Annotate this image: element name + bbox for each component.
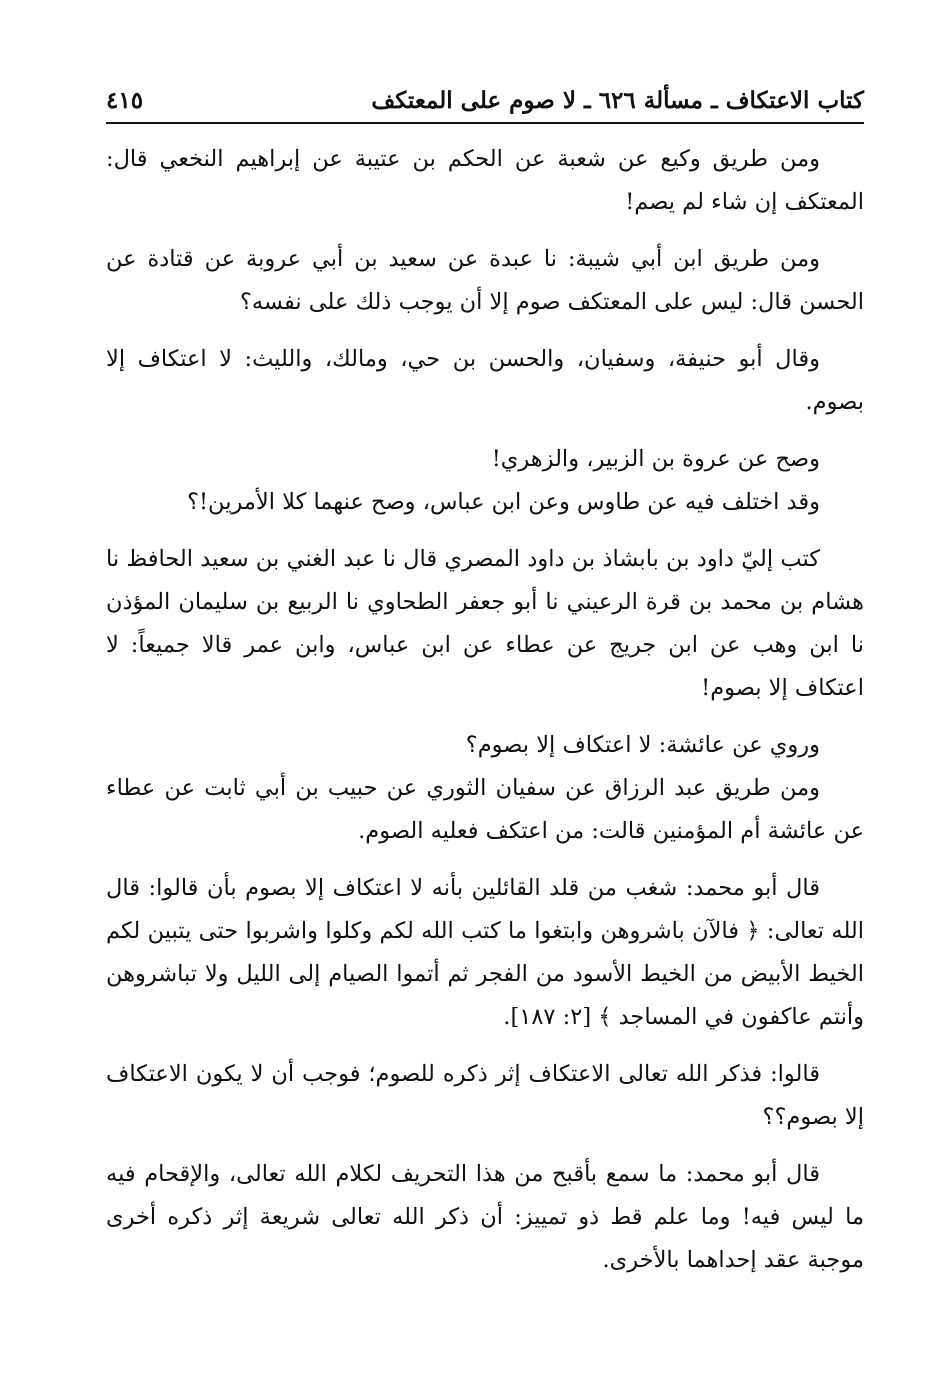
page-header	[106, 62, 864, 124]
paragraph	[106, 138, 864, 224]
paragraph	[106, 238, 864, 324]
paragraph-text: وقال أبو حنيفة، وسفيان، والحسن بن حي، ومالك، والليث: لا اعتكاف إلا بصوم.	[106, 346, 864, 415]
paragraph	[106, 538, 864, 710]
paragraph	[106, 867, 864, 1039]
main-text	[106, 138, 864, 1296]
paragraph-text: قال أبو محمد: شغب من قلد القائلين بأنه لا اعتكاف إلا بصوم بأن قالوا: قال الله تعالى: ﴿ فالآن باشروهن وابتغوا ما كتب الله لكم وكلوا واشربوا حتى يتبين لكم الخيط الأبيض من الخيط الأسود من الفجر ثم أتموا الصيام إلى الليل ولا تباشروهن وأنتم عاكفون في المساجد ﴾ [٢: ١٨٧].	[106, 875, 864, 1030]
paragraph-text: كتب إليّ داود بن بابشاذ بن داود المصري قال نا عبد الغني بن سعيد الحافظ نا هشام بن محمد بن قرة الرعيني نا أبو جعفر الطحاوي نا الربيع بن سليمان المؤذن نا ابن وهب عن ابن جريج عن عطاء عن ابن عباس، وابن عمر قالا جميعاً: لا اعتكاف إلا بصوم!	[106, 546, 864, 701]
running-title: كتاب الاعتكاف ـ مسألة ٦٢٦ ـ لا صوم على المعتكف	[371, 87, 864, 114]
paragraph-text: قال أبو محمد: ما سمع بأقبح من هذا التحريف لكلام الله تعالى، والإقحام فيه ما ليس فيه! وما علم قط ذو تمييز: أن ذكر الله تعالى شريعة إثر ذكره أخرى موجبة عقد إحداهما بالأخرى.	[106, 1161, 864, 1273]
paragraph-text: قالوا: فذكر الله تعالى الاعتكاف إثر ذكره للصوم؛ فوجب أن لا يكون الاعتكاف إلا بصوم؟؟	[106, 1061, 864, 1130]
paragraph-text: ومن طريق وكيع عن شعبة عن الحكم بن عتيبة عن إبراهيم النخعي قال: المعتكف إن شاء لم يصم!	[106, 146, 864, 215]
paragraph-text: ومن طريق عبد الرزاق عن سفيان الثوري عن حبيب بن أبي ثابت عن عطاء عن عائشة أم المؤمنين قالت: من اعتكف فعليه الصوم.	[106, 775, 864, 844]
paragraph	[106, 338, 864, 424]
paragraph	[106, 1153, 864, 1282]
paragraph	[106, 481, 864, 524]
paragraph-text: وقد اختلف فيه عن طاوس وعن ابن عباس، وصح عنهما كلا الأمرين!؟	[187, 489, 820, 515]
paragraph-text: وصح عن عروة بن الزبير، والزهري!	[491, 446, 820, 472]
paragraph	[106, 767, 864, 853]
paragraph	[106, 1053, 864, 1139]
paragraph	[106, 724, 864, 767]
paragraph-text: وروي عن عائشة: لا اعتكاف إلا بصوم؟	[465, 732, 820, 758]
paragraph	[106, 438, 864, 481]
paragraph-text: ومن طريق ابن أبي شيبة: نا عبدة عن سعيد بن أبي عروبة عن قتادة عن الحسن قال: ليس على المعتكف صوم إلا أن يوجب ذلك على نفسه؟	[106, 246, 864, 315]
page-number: ٤١٥	[106, 87, 144, 114]
